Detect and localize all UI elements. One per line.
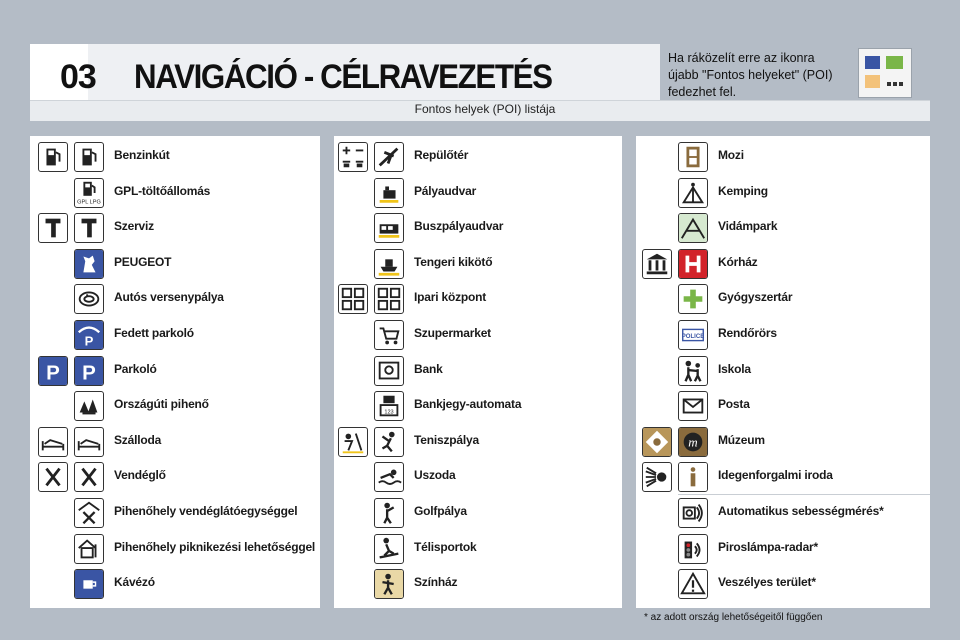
wrench-icon [38,213,68,243]
red-light-camera-icon [678,534,708,564]
danger-zone-icon [678,569,708,599]
poi-row [30,425,320,461]
zoom-note [668,50,848,101]
race-track-icon [74,284,104,314]
museum-icon [678,427,708,457]
poi-label: Buszpályaudvar [414,219,504,234]
poi-row [30,247,320,283]
svg-text:123: 123 [384,409,394,416]
poi-label: Kórház [718,254,758,269]
wrench-icon [74,213,104,243]
poi-row [334,354,622,390]
svg-text:P: P [82,360,96,384]
zoom-note-line-2: újabb "Fontos helyeket" (POI) [668,68,833,82]
poi-label: Színház [414,575,458,590]
poi-row [636,389,930,425]
poi-row [636,460,930,496]
poi-label: Benzinkút [114,148,170,162]
poi-row [30,176,320,212]
poi-label: Szálloda [114,432,162,447]
poi-label: Pályaudvar [414,183,477,198]
poi-column-2 [334,136,622,608]
poi-row [636,567,930,603]
poi-row [636,211,930,247]
poi-row [30,532,320,568]
poi-row [636,247,930,283]
poi-label: Iskola [718,361,751,376]
airport-multi-icon [338,142,368,172]
poi-label: Veszélyes terület* [718,575,816,590]
parking-icon [38,356,68,386]
poi-label: Pihenőhely piknikezési lehetőséggel [114,539,316,554]
picnic-area-icon [74,534,104,564]
chapter-number: 03 [60,58,96,96]
poi-label: Bankjegy-automata [414,397,522,412]
speed-camera-icon [678,498,708,528]
list-subtitle: Fontos helyek (POI) listája [414,102,556,116]
hotel-bed-icon [74,427,104,457]
poi-row [30,567,320,603]
poi-label: Pihenőhely vendéglátóegységgel [114,504,298,518]
poi-row [334,140,622,176]
poi-row [334,211,622,247]
tennis-icon [374,427,404,457]
poi-row [636,354,930,390]
poi-zoom-icon [858,48,912,98]
poi-label: Kávézó [114,575,155,590]
poi-row [334,532,622,568]
poi-row [334,496,622,532]
poi-label: Uszoda [414,468,456,483]
poi-row [636,282,930,318]
cinema-film-icon [678,142,708,172]
poi-label: Piroslámpa-radar* [718,539,818,554]
poi-row [636,532,930,568]
bus-station-icon [374,213,404,243]
svg-text:P: P [46,360,60,384]
poi-label: Fedett parkoló [114,326,194,340]
peugeot-lion-icon [74,249,104,279]
svg-text:GPL LPG: GPL LPG [77,198,101,205]
poi-row [636,140,930,176]
police-icon [678,320,708,350]
poi-row [334,247,622,283]
svg-text:POLICE: POLICE [681,333,705,340]
public-building-icon [642,249,672,279]
poi-row [636,318,930,354]
hospital-icon [678,249,708,279]
poi-label: Szerviz [114,219,154,234]
camping-tent-icon [678,178,708,208]
poi-row [30,354,320,390]
poi-row [30,211,320,247]
skiing-icon [374,534,404,564]
post-envelope-icon [678,391,708,421]
parking-icon [74,356,104,386]
poi-label: Autós versenypálya [114,290,224,305]
covered-parking-icon [74,320,104,350]
poi-label: Idegenforgalmi iroda [718,468,833,483]
poi-row [636,425,930,461]
industrial-zone-icon [374,284,404,314]
zoom-note-line-3: fedezhet fel. [668,85,737,99]
poi-label: Vendéglő [114,468,166,483]
poi-label: Tengeri kikötő [414,254,493,269]
train-station-icon [374,178,404,208]
poi-label: Télisportok [414,539,477,554]
restaurant-icon [74,462,104,492]
poi-label: Szupermarket [414,326,491,340]
poi-row [334,282,622,318]
poi-label: PEUGEOT [114,254,172,269]
restaurant-icon [38,462,68,492]
poi-row [334,425,622,461]
poi-label: Országúti pihenő [114,397,209,412]
poi-label: Kemping [718,183,768,198]
poi-row [334,176,622,212]
fuel-pump-icon [74,142,104,172]
svg-text:P: P [84,333,94,349]
rest-area-restaurant-icon [74,498,104,528]
rest-area-icon [74,391,104,421]
ferry-port-icon [374,249,404,279]
tourist-beacon-icon [642,462,672,492]
poi-label: Gyógyszertár [718,290,793,305]
svg-text:m: m [688,434,698,450]
poi-label: Ipari központ [414,290,487,305]
poi-label: Teniszpálya [414,432,479,447]
theatre-icon [374,569,404,599]
page-title: NAVIGÁCIÓ - CÉLRAVEZETÉS [134,58,552,96]
amusement-park-icon [678,213,708,243]
poi-label: Múzeum [718,432,765,447]
swimming-icon [374,462,404,492]
tourist-info-icon [678,462,708,492]
pharmacy-cross-icon [678,284,708,314]
industrial-zone-icon [338,284,368,314]
poi-row [334,389,622,425]
poi-label: Posta [718,397,750,412]
poi-row [334,318,622,354]
poi-row [334,460,622,496]
footnote: * az adott ország lehetőségeitől függően [644,612,823,623]
poi-row [636,176,930,212]
poi-label: Parkoló [114,361,157,376]
poi-label: GPL-töltőállomás [114,183,211,198]
poi-column-1 [30,136,320,608]
school-children-icon [678,356,708,386]
hotel-bed-icon [38,427,68,457]
poi-label: Mozi [718,148,744,162]
sports-multi-icon [338,427,368,457]
airplane-icon [374,142,404,172]
poi-row [30,318,320,354]
poi-row [30,460,320,496]
poi-label: Rendőrörs [718,326,777,340]
poi-label: Vidámpark [718,219,778,234]
shopping-cart-icon [374,320,404,350]
poi-column-3 [636,136,930,608]
poi-label: Repülőtér [414,148,469,162]
poi-row [30,282,320,318]
bank-icon [374,356,404,386]
atm-icon [374,391,404,421]
monument-icon [642,427,672,457]
coffee-cup-icon [74,569,104,599]
poi-label: Bank [414,361,443,376]
fuel-pump-icon [38,142,68,172]
lpg-pump-icon [74,178,104,208]
poi-label: Golfpálya [414,504,467,518]
poi-row [30,140,320,176]
poi-row [636,496,930,532]
poi-row [334,567,622,603]
poi-row [30,389,320,425]
poi-row [30,496,320,532]
poi-label: Automatikus sebességmérés* [718,504,884,518]
zoom-note-line-1: Ha ráközelít erre az ikonra [668,51,815,65]
golf-icon [374,498,404,528]
divider [678,494,930,495]
